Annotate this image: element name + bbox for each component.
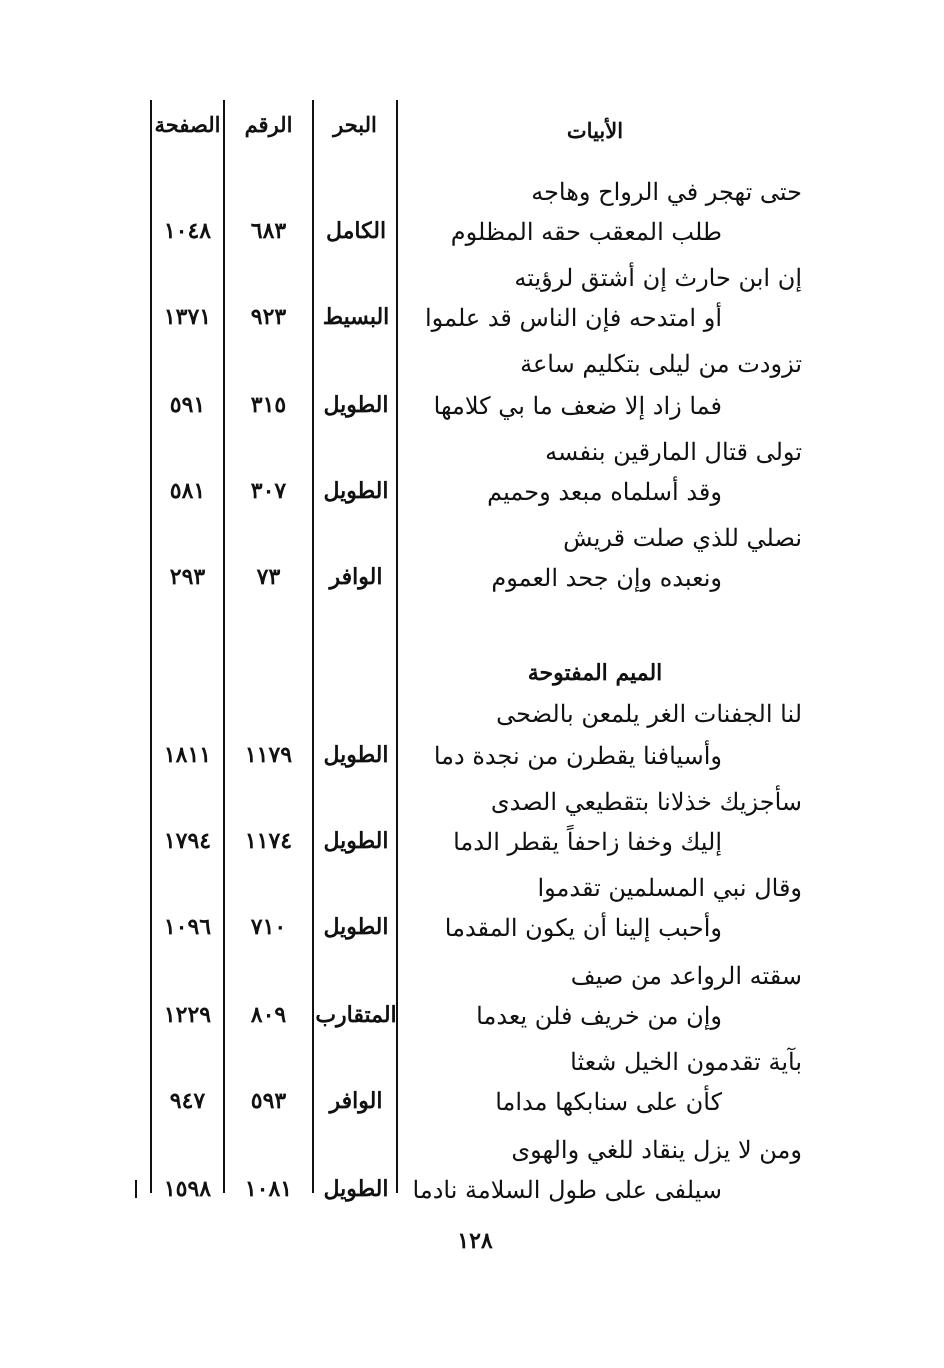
number-cell: ٣٠٧	[250, 478, 287, 504]
meter-cell: الطويل	[323, 478, 389, 504]
verse-line-second: وأحبب إلينا أن يكون المقدما	[444, 914, 722, 942]
number-cell: ٧١٠	[250, 914, 287, 940]
meter-cell: الوافر	[329, 564, 383, 590]
verse-line-second: وإن من خريف فلن يعدما	[476, 1002, 722, 1030]
page-cell: ١٧٩٤	[163, 828, 212, 854]
verse-line-first: تولى قتال المارقين بنفسه	[545, 438, 802, 466]
header-number: الرقم	[244, 112, 293, 137]
number-cell: ٩٢٣	[250, 304, 287, 330]
verse-line-second: أو امتدحه فإن الناس قد علموا	[425, 304, 722, 332]
meter-cell: الوافر	[329, 1088, 383, 1114]
verse-line-second: طلب المعقب حقه المظلوم	[450, 218, 722, 246]
number-cell: ٨٠٩	[250, 1002, 287, 1028]
verse-line-first: حتى تهجر في الرواح وهاجه	[531, 178, 802, 206]
verse-line-first: نصلي للذي صلت قريش	[563, 524, 802, 552]
page-cell: ١٥٩٨	[163, 1176, 212, 1202]
column-divider	[150, 100, 152, 1193]
meter-cell: الكامل	[325, 218, 387, 244]
column-divider	[312, 100, 314, 1193]
verse-line-second: ونعبده وإن جحد العموم	[491, 564, 722, 592]
meter-cell: البسيط	[322, 304, 390, 330]
header-meter: البحر	[333, 112, 377, 137]
verse-line-second: إليك وخفا زاحفاً يقطر الدما	[453, 828, 722, 856]
number-cell: ٧٣	[256, 564, 281, 590]
number-cell: ١٠٨١	[244, 1176, 293, 1202]
number-cell: ١١٧٩	[244, 742, 293, 768]
meter-cell: الطويل	[323, 392, 389, 418]
page-cell: ١٣٧١	[163, 304, 212, 330]
verse-line-first: بآية تقدمون الخيل شعثا	[570, 1048, 802, 1076]
header-verses: الأبيات	[566, 118, 624, 143]
page-cell: ١٢٢٩	[163, 1002, 212, 1028]
verse-line-first: ومن لا يزل ينقاد للغي والهوى	[511, 1136, 802, 1164]
verse-line-second: كأن على سنابكها مداما	[495, 1088, 722, 1116]
number-cell: ٣١٥	[250, 392, 287, 418]
page-cell: ١٠٩٦	[163, 914, 212, 940]
verse-line-second: وقد أسلماه مبعد وحميم	[487, 478, 722, 506]
page-cell: ٢٩٣	[169, 564, 206, 590]
page-number: ١٢٨	[457, 1228, 493, 1254]
column-divider	[223, 100, 225, 1193]
column-divider	[135, 1180, 137, 1198]
number-cell: ١١٧٤	[244, 828, 293, 854]
page-cell: ٩٤٧	[169, 1088, 206, 1114]
meter-cell: المتقارب	[315, 1002, 397, 1028]
page-cell: ١٨١١	[163, 742, 212, 768]
verse-line-second: فما زاد إلا ضعف ما بي كلامها	[433, 392, 722, 420]
number-cell: ٥٩٣	[250, 1088, 287, 1114]
verse-line-first: سقته الرواعد من صيف	[570, 962, 802, 990]
meter-cell: الطويل	[323, 828, 389, 854]
meter-cell: الطويل	[323, 742, 389, 768]
verse-line-second: وأسيافنا يقطرن من نجدة دما	[433, 742, 722, 770]
meter-cell: الطويل	[323, 1176, 389, 1202]
header-page: الصفحة	[154, 112, 221, 137]
number-cell: ٦٨٣	[250, 218, 287, 244]
verse-line-first: تزودت من ليلى بتكليم ساعة	[520, 350, 802, 378]
page-cell: ١٠٤٨	[163, 218, 212, 244]
verse-line-second: سيلفى على طول السلامة نادما	[412, 1176, 722, 1204]
page-cell: ٥٩١	[169, 392, 206, 418]
verse-line-first: وقال نبي المسلمين تقدموا	[537, 874, 802, 902]
section-title: الميم المفتوحة	[527, 660, 663, 686]
verse-line-first: إن ابن حارث إن أشتق لرؤيته	[514, 264, 802, 292]
verse-line-first: لنا الجفنات الغر يلمعن بالضحى	[496, 700, 802, 728]
page-cell: ٥٨١	[169, 478, 206, 504]
column-divider	[396, 100, 398, 1193]
verse-line-first: سأجزيك خذلانا بتقطيعي الصدى	[490, 788, 802, 816]
meter-cell: الطويل	[323, 914, 389, 940]
